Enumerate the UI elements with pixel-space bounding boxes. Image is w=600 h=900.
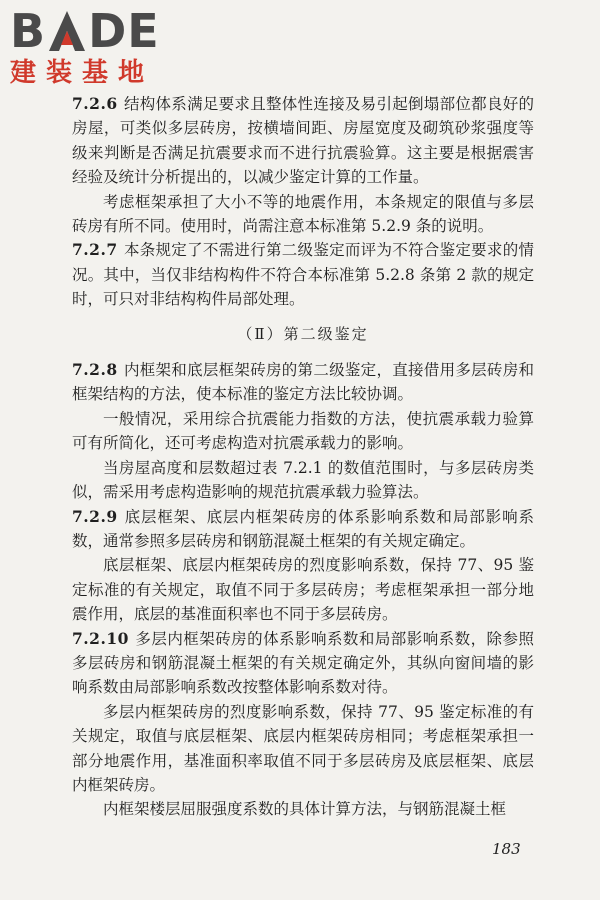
paragraph: 多层内框架砖房的烈度影响系数，保持 77、95 鉴定标准的有关规定，取值与底层框架、底层内框架砖房相同；考虑框架承担一部分地震作用，基准面积率取值不同于多层砖房及底层框架、底层内框架砖房。 <box>72 702 534 794</box>
section-number: 7.2.10 <box>72 628 129 648</box>
section-number: 7.2.7 <box>72 240 118 260</box>
section-number: 7.2.8 <box>72 360 118 380</box>
paragraph-text: 内框架和底层框架砖房的第二级鉴定，直接借用多层砖房和框架结构的方法，使本标准的鉴定方法比较协调。 <box>72 361 534 404</box>
page-number: 183 <box>492 840 521 858</box>
paragraph-text: 底层框架、底层内框架砖房的体系影响系数和局部影响系数，通常参照多层砖房和钢筋混凝土框架的有关规定确定。 <box>72 507 534 550</box>
publisher-logo <box>10 6 180 90</box>
paragraph: 底层框架、底层内框架砖房的烈度影响系数，保持 77、95 鉴定标准的有关规定，取值不同于多层砖房；考虑框架承担一部分地震作用，底层的基准面积率也不同于多层砖房。 <box>72 556 534 624</box>
paragraph-7-2-9 <box>72 505 534 554</box>
paragraph: 当房屋高度和层数超过表 7.2.1 的数值范围时，与多层砖房类似，需采用考虑构造影响的规范抗震承载力验算法。 <box>72 458 534 502</box>
paragraph-7-2-8 <box>72 358 534 407</box>
paragraph: 一般情况，采用综合抗震能力指数的方法，使抗震承载力验算可有所简化，还可考虑构造对抗震承载力的影响。 <box>72 409 534 453</box>
paragraph: 内框架楼层屈服强度系数的具体计算方法，与钢筋混凝土框 <box>103 800 507 819</box>
paragraph-7-2-6 <box>72 92 534 190</box>
logo-brand: B DE <box>10 4 160 58</box>
section-number: 7.2.9 <box>72 506 118 526</box>
paragraph-7-2-10 <box>72 627 534 700</box>
subsection-heading: （Ⅱ）第二级鉴定 <box>237 324 369 343</box>
section-number: 7.2.6 <box>72 94 118 113</box>
document-body <box>72 92 534 822</box>
logo-tagline: 建装基地 <box>10 58 155 88</box>
paragraph-7-2-7 <box>72 238 534 311</box>
paragraph-text: 本条规定了不需进行第二级鉴定而评为不符合鉴定要求的情况。其中，当仅非结构构件不符合本标准第 5.2.8 条第 2 款的规定时，可只对非结构构件局部处理。 <box>72 241 534 309</box>
logo-a-mark <box>47 9 87 53</box>
paragraph-text: 结构体系满足要求且整体性连接及易引起倒塌部位都良好的房屋，可类似多层砖房，按横墙间距、房屋宽度及砌筑砂浆强度等级来判断是否满足抗震要求而不进行抗震验算。这主要是根据震害经验及统计分析提出的，以减少鉴定计算的工作量。 <box>72 95 534 187</box>
paragraph: 考虑框架承担了大小不等的地震作用，本条规定的限值与多层砖房有所不同。使用时，尚需注意本标准第 5.2.9 条的说明。 <box>72 192 534 236</box>
paragraph-text: 多层内框架砖房的体系影响系数和局部影响系数，除参照多层砖房和钢筋混凝土框架的有关规定确定外，其纵向窗间墙的影响系数由局部影响系数改按整体影响系数对待。 <box>72 629 534 697</box>
